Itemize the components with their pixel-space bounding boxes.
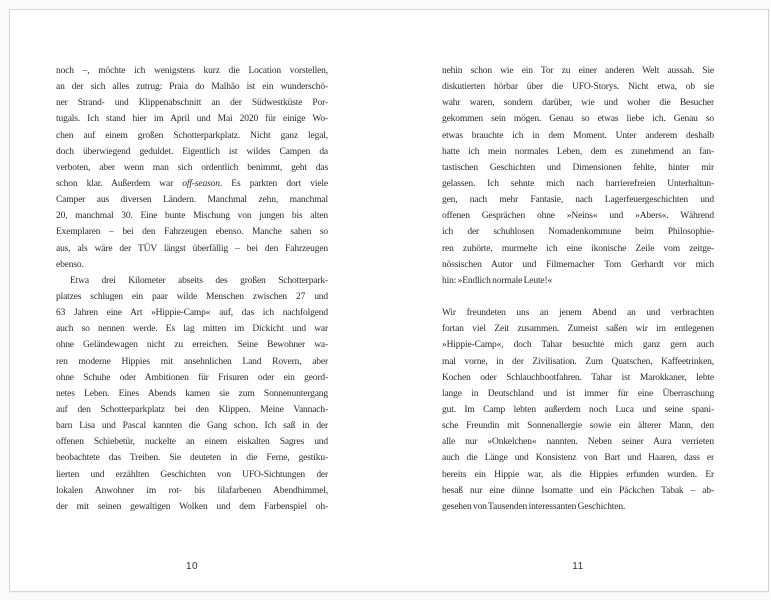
text-line: tastischen Geschichten und Dimensionen fehlte, hinter mir [442, 162, 714, 173]
text-line: etwas brauchte ich in dem Moment. Unter anderem deshalb [442, 130, 714, 141]
text-line: gut. Im Camp lebten außerdem noch Luca und seine spani- [442, 404, 714, 415]
text-line: an der sich alles zutrug: Praia do Malhão ist ein wunderschö- [56, 82, 328, 93]
text-line: doch überwiegend geduldet. Eigentlich ist wildes Campen da [56, 146, 328, 157]
text-line: ohne Geländewagen nicht zu erreichen. Seine Bewohner wa- [56, 340, 328, 351]
text-line: Etwa drei Kilometer abseits des großen Schotterpark- [70, 275, 328, 286]
text-line: hatte ich mein normales Leben, dem es zunehmend an fan- [442, 146, 714, 157]
text-line: 20, manchmal 30. Eine bunte Mischung von jungen bis alten [56, 211, 328, 222]
text-line: nehin schon wie ein Tor zu einer anderen Welt aussah. Sie [442, 66, 714, 76]
text-line: tugals. Ich stand hier im April und Mai 2020 für einige Wo- [56, 114, 328, 125]
text-line: ren moderne Hippies mit ansehnlichen Land Rovern, aber [56, 356, 328, 367]
paragraph [56, 273, 328, 515]
text-line: beobachtete das Treiben. Sie deuteten in die Ferne, gestiku- [56, 453, 328, 464]
text-line: netes Leben. Eines Abends kamen sie zum Sonnenuntergang [56, 388, 328, 399]
text-line: ner Strand- und Klippenabschnitt an der Südwestküste Por- [56, 98, 328, 109]
paragraph [56, 63, 328, 273]
text-line: lokalen Anwohner im rot- bis lilafarbenen Abendhimmel, [56, 485, 328, 496]
text-line: noch –, möchte ich wenigstens kurz die Location vorstellen, [56, 66, 328, 76]
paragraph [442, 305, 714, 515]
text-line: nössischen Autor und Filmemacher Tom Gerhardt vor mich [442, 259, 714, 270]
text-line: barn Lisa und Pascal kannten die Gang schon. Ich saß in der [56, 421, 328, 432]
text-line: diskutierten hörbar über die UFO-Storys. Nicht etwa, ob sie [442, 82, 714, 93]
text-line: ren zuhörte, murmelte ich eine ikonische Zeile vom zeitge- [442, 243, 714, 254]
text-line: wahr waren, sondern darüber, wie und woher die Besucher [442, 98, 714, 109]
text-line: gelassen. Ich sehnte mich nach barrierefreien Unterhaltun- [442, 178, 714, 189]
text-line: auch die Länge und Konsistenz von Bart und Haaren, dass er [442, 453, 714, 464]
text-line: der mit seinen gewaltigen Wolken und dem Farbenspiel oh- [56, 501, 328, 512]
text-line: Camper aus diversen Ländern. Manchmal zehn, manchmal [56, 195, 328, 206]
left-page [10, 10, 390, 591]
text-line: bereits ein Hippie war, als die Hippies erfunden wurden. Er [442, 469, 714, 480]
text-line: ich der schuhlosen Nomadenkommune beim Philosophie- [442, 227, 714, 238]
book-spread [9, 9, 769, 592]
text-line: Exemplaren – bei den Fahrzeugen ebenso. Manche sahen so [56, 227, 328, 238]
text-line: chen auf einem großen Schotterparkplatz. Nicht ganz legal, [56, 130, 328, 141]
paragraph [442, 63, 714, 289]
text-line: besaß nur eine dünne Isomatte und ein Päckchen Tabak – ab- [442, 485, 714, 496]
text-line: 63 Jahren eine Art »Hippie-Camp« auf, das ich nachfolgend [56, 308, 328, 319]
text-line: aus, als wäre der TÜV längst überfällig – bei den Fahrzeugen [56, 243, 328, 254]
text-line: offenen Gesprächen ohne »Neins« und »Abers«. Während [442, 211, 714, 222]
text-line: hin: »Endlich normale Leute!« [442, 275, 553, 286]
text-line: lange in Deutschland und ist immer für eine Überraschung [442, 388, 714, 399]
text-line: gekommen sein mögen. Genau so etwas liebe ich. Genau so [442, 114, 714, 125]
text-line: ebenso. [56, 259, 84, 270]
text-line: auch so nennen werde. Es lag mitten im Dickicht und war [56, 324, 328, 335]
text-line: platzes schlugen ein paar wilde Menschen zwischen 27 und [56, 291, 328, 302]
text-line: ohne Schuhe oder Ambitionen für Frisuren oder ein geord- [56, 372, 328, 383]
right-page-number: 11 [572, 561, 584, 572]
text-line: verboten, aber wenn man sich ordentlich benimmt, geht das [56, 162, 328, 173]
text-line: auf den Schotterparkplatz bei den Klippen. Meine Vannach- [56, 404, 328, 415]
left-page-text-column [56, 63, 328, 515]
text-line: sche Freundin mit Sonnenallergie sowie ein älterer Mann, den [442, 421, 714, 432]
text-line: gesehen von Tausenden interessanten Geschichten. [442, 501, 626, 512]
text-line: Kochen oder Schlauchbootfahren. Tahar ist Marokkaner, lebte [442, 372, 714, 383]
left-page-number: 10 [185, 561, 199, 572]
text-line: fortan viel Zeit zusammen. Zumeist saßen wir im entlegenen [442, 324, 714, 335]
text-line: »Hippie-Camp«, doch Tahar besuchte mich ganz gern auch [442, 340, 714, 351]
text-line: mal vorne, in der Zivilisation. Zum Quatschen, Kaffeetrinken, [442, 356, 714, 367]
text-line: lierten und erzählten Geschichten von UFO-Sichtungen der [56, 469, 328, 480]
right-page [388, 10, 768, 591]
text-line: schon klar. Außerdem war off-season. Es parkten dort viele [56, 178, 328, 189]
text-line: gen, nach mehr Fantasie, nach Lagerfeuergeschichten und [442, 195, 714, 206]
text-line: alle nur »Onkelchen« nannten. Neben seiner Aura verrieten [442, 437, 714, 448]
right-page-text-column [442, 63, 714, 515]
text-line: offenen Schiebetür, nuckelte an einem eiskalten Sagres und [56, 437, 328, 448]
text-line: Wir freundeten uns an jenem Abend an und verbrachten [442, 308, 714, 319]
